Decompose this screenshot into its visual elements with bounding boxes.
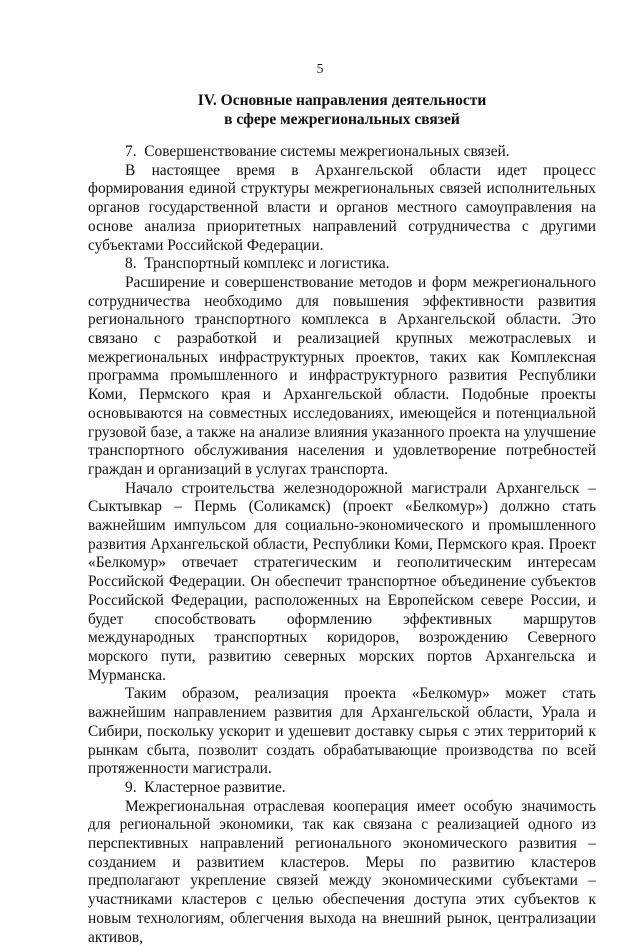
section-heading-line-2: в сфере межрегиональных связей (224, 111, 460, 128)
paragraph-interregional-structure: В настоящее время в Архангельской области идет процесс формирования единой структуры межрегиональных связей исполнительных органов государственной власти и органов местного самоуправления на основе анализа приоритетных направлений сотрудничества с другими субъектами Российской Федерации. (88, 161, 596, 254)
paragraph-belkomur-start: Начало строительства железнодорожной магистрали Архангельск – Сыктывкар – Пермь (Соликамск) (проект «Белкомур») должно стать важнейшим импульсом для социально-экономического и промышленного развития Архангельской области, Республики Коми, Пермского края. Проект «Белкомур» отвечает стратегическим и геополитическим интересам Российской Федерации. Он обеспечит транспортное объединение субъектов Российской Федерации, расположенных на Европейском севере России, и будет способствовать оформлению эффективных маршрутов международных транспортных коридоров, возрождению Северного морского пути, развитию северных морских портов Архангельска и Мурманска. (88, 479, 596, 684)
page-number: 5 (316, 61, 324, 76)
body-text (88, 143, 596, 947)
section-heading-line-1: IV. Основные направления деятельности (197, 92, 487, 109)
paragraph-belkomur-conclusion: Таким образом, реализация проекта «Белкомур» может стать важнейшим направлением развития для Архангельской области, Урала и Сибири, поскольку ускорит и удешевит доставку сырья с этих территорий к рынкам сбыта, позволит создать обрабатывающие производства по всей протяженности магистрали. (88, 685, 596, 778)
paragraph-transport-cooperation: Расширение и совершенствование методов и форм межрегионального сотрудничества необходимо для повышения эффективности развития регионального транспортного комплекса в Архангельской области. Это связано с разработкой и реализацией крупных межотраслевых и межрегиональных инфраструктурных проектов, таких как Комплексная программа промышленного и инфраструктурного развития Республики Коми, Пермского края и Архангельской области. Подобные проекты основываются на совместных исследованиях, имеющейся и потенциальной грузовой базе, а также на анализе влияния указанного проекта на улучшение транспортного обслуживания населения и удовлетворение потребностей граждан и организаций в услугах транспорта. (88, 273, 596, 478)
item-7-heading: 7. Совершенствование системы межрегиональных связей. (125, 143, 510, 160)
item-8-heading: 8. Транспортный комплекс и логистика. (125, 255, 390, 273)
item-9-heading: 9. Кластерное развитие. (125, 778, 286, 796)
section-heading (88, 91, 596, 129)
paragraph-cluster-development: Межрегиональная отраслевая кооперация имеет особую значимость для региональной экономики, так как связана с реализацией одного из перспективных направлений регионального экономического развития – созданием и развитием кластеров. Меры по развитию кластеров предполагают укрепление связей между экономическими субъектами – участниками кластеров с целью обеспечения доступа этих субъектов к новым технологиям, облегчения выхода на внешний рынок, централизации активов, (88, 797, 596, 946)
